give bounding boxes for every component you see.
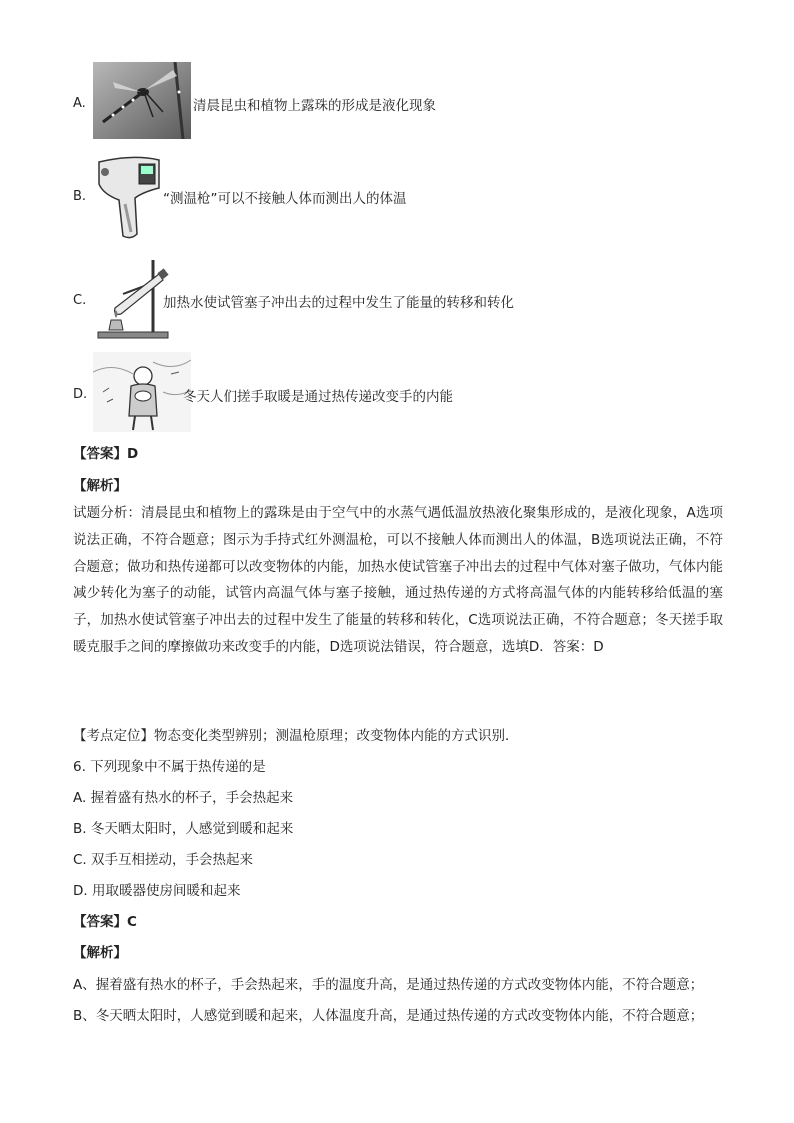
option-letter: C. — [73, 293, 87, 308]
option-text: “测温枪”可以不接触人体而测出人的体温 — [163, 191, 407, 207]
choice-d: D. 用取暖器使房间暖和起来 — [73, 883, 241, 899]
infrared-thermometer — [93, 154, 173, 240]
option-text: 冬天人们搓手取暖是通过热传递改变手的内能 — [183, 389, 453, 405]
choice-b: B. 冬天晒太阳时，人感觉到暖和起来 — [73, 821, 294, 837]
option-text: 加热水使试管塞子冲出去的过程中发生了能量的转移和转化 — [163, 295, 514, 311]
rubbing-hands-cartoon — [93, 352, 191, 432]
dragonfly-dew-photo — [93, 62, 191, 139]
option-letter: A. — [73, 96, 86, 111]
option-text: 清晨昆虫和植物上露珠的形成是液化现象 — [193, 98, 436, 114]
analysis-label: 【解析】 — [73, 945, 127, 961]
option-letter: B. — [73, 189, 87, 204]
option-letter: D. — [73, 387, 88, 402]
kaodian-line: 【考点定位】物态变化类型辨别；测温枪原理；改变物体内能的方式识别． — [73, 728, 519, 744]
answer-label: 【答案】C — [73, 914, 137, 930]
choice-a: A. 握着盛有热水的杯子，手会热起来 — [73, 790, 294, 806]
analysis-label: 【解析】 — [73, 478, 127, 494]
question-stem: 6. 下列现象中不属于热传递的是 — [73, 759, 266, 775]
analysis-line-b: B、冬天晒太阳时，人感觉到暖和起来，人体温度升高，是通过热传递的方式改变物体内能，不符合题意； — [73, 1008, 704, 1024]
answer-label: 【答案】D — [73, 446, 139, 462]
choice-c: C. 双手互相搓动，手会热起来 — [73, 852, 254, 868]
analysis-paragraph: 试题分析：清晨昆虫和植物上的露珠是由于空气中的水蒸气遇低温放热液化聚集形成的，是液化现象，A选项说法正确，不符合题意；图示为手持式红外测温枪，可以不接触人体而测出人的体温，B选项说法正确，不符合题意；做功和热传递都可以改变物体的内能，加热水使试管塞子冲出去的过程中气体对塞子做功，气体内能减少转化为塞子的动能，试管内高温气体与塞子接触，通过热传递的方式将高温气体的内能转移给低温的塞子，加热水使试管塞子冲出去的过程中发生了能量的转移和转化，C选项说法正确，不符合题意；冬天搓手取暖克服手之间的摩擦做功来改变手的内能，D选项说法错误，符合题意，选填D．答案：D — [73, 505, 723, 655]
analysis-line-a: A、握着盛有热水的杯子，手会热起来，手的温度升高，是通过热传递的方式改变物体内能，不符合题意； — [73, 977, 704, 993]
